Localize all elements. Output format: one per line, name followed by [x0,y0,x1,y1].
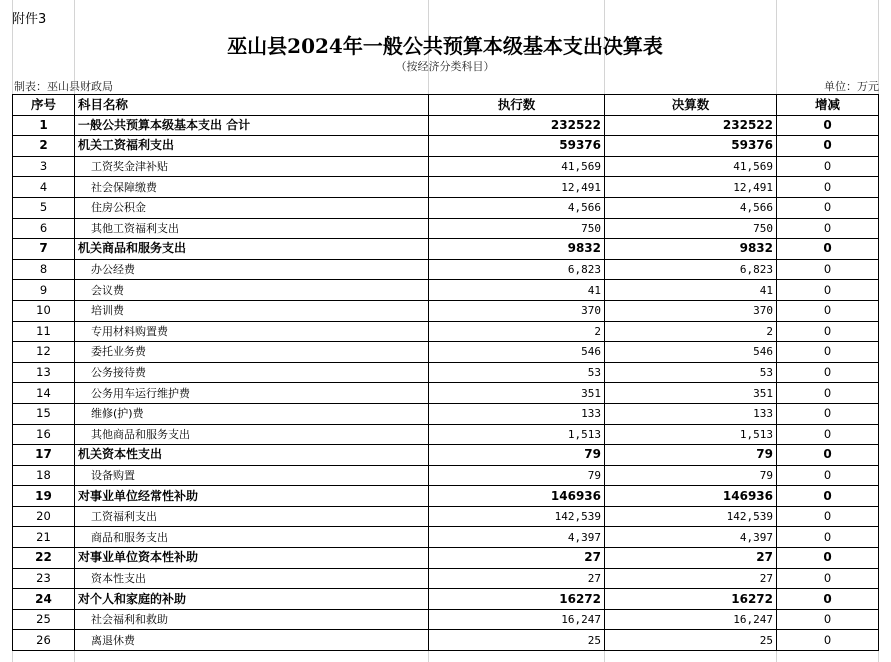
row-item-name: 资本性支出 [75,568,429,589]
table-row [13,506,879,527]
table-row [13,362,879,383]
row-serial-number: 8 [13,259,75,280]
row-item-name: 培训费 [75,300,429,321]
table-row [13,115,879,136]
row-final-amount: 27 [605,548,777,569]
row-change: 0 [777,321,879,342]
row-change: 0 [777,486,879,507]
row-change: 0 [777,589,879,610]
row-final-amount: 16272 [605,589,777,610]
table-row [13,424,879,445]
row-item-name: 设备购置 [75,465,429,486]
row-final-amount: 1,513 [605,424,777,445]
row-executed-amount: 53 [429,362,605,383]
row-serial-number: 1 [13,115,75,136]
row-change: 0 [777,609,879,630]
row-change: 0 [777,197,879,218]
row-final-amount: 232522 [605,115,777,136]
table-row [13,177,879,198]
row-change: 0 [777,239,879,260]
row-change: 0 [777,527,879,548]
row-change: 0 [777,403,879,424]
report-subtitle: （按经济分类科目） [395,60,495,73]
row-final-amount: 25 [605,630,777,651]
row-serial-number: 14 [13,383,75,404]
row-change: 0 [777,362,879,383]
row-executed-amount: 16272 [429,589,605,610]
row-change: 0 [777,115,879,136]
table-row [13,259,879,280]
row-item-name: 会议费 [75,280,429,301]
row-change: 0 [777,568,879,589]
row-final-amount: 79 [605,465,777,486]
row-final-amount: 142,539 [605,506,777,527]
row-serial-number: 4 [13,177,75,198]
row-final-amount: 4,566 [605,197,777,218]
row-final-amount: 146936 [605,486,777,507]
row-item-name: 社会福利和救助 [75,609,429,630]
row-serial-number: 9 [13,280,75,301]
table-row [13,156,879,177]
row-item-name: 公务接待费 [75,362,429,383]
row-change: 0 [777,218,879,239]
table-row [13,300,879,321]
row-item-name: 其他工资福利支出 [75,218,429,239]
row-executed-amount: 27 [429,548,605,569]
row-final-amount: 27 [605,568,777,589]
row-serial-number: 13 [13,362,75,383]
table-row [13,527,879,548]
row-final-amount: 133 [605,403,777,424]
row-executed-amount: 351 [429,383,605,404]
table-row [13,239,879,260]
row-executed-amount: 27 [429,568,605,589]
table-row [13,136,879,157]
row-change: 0 [777,506,879,527]
row-final-amount: 9832 [605,239,777,260]
row-change: 0 [777,300,879,321]
row-item-name: 公务用车运行维护费 [75,383,429,404]
row-final-amount: 79 [605,445,777,466]
row-final-amount: 750 [605,218,777,239]
row-final-amount: 351 [605,383,777,404]
row-item-name: 商品和服务支出 [75,527,429,548]
row-executed-amount: 41 [429,280,605,301]
row-final-amount: 59376 [605,136,777,157]
row-executed-amount: 25 [429,630,605,651]
row-serial-number: 12 [13,342,75,363]
row-final-amount: 41 [605,280,777,301]
header-final-amount: 决算数 [605,95,777,116]
row-item-name: 维修(护)费 [75,403,429,424]
row-item-name: 工资奖金津补贴 [75,156,429,177]
row-serial-number: 23 [13,568,75,589]
row-executed-amount: 146936 [429,486,605,507]
row-final-amount: 6,823 [605,259,777,280]
row-serial-number: 21 [13,527,75,548]
row-change: 0 [777,445,879,466]
row-serial-number: 15 [13,403,75,424]
row-change: 0 [777,383,879,404]
row-item-name: 住房公积金 [75,197,429,218]
row-serial-number: 11 [13,321,75,342]
table-row [13,197,879,218]
row-item-name: 办公经费 [75,259,429,280]
row-serial-number: 3 [13,156,75,177]
row-final-amount: 2 [605,321,777,342]
row-item-name: 对事业单位资本性补助 [75,548,429,569]
table-row [13,321,879,342]
table-row [13,342,879,363]
table-row [13,630,879,651]
row-executed-amount: 546 [429,342,605,363]
row-executed-amount: 59376 [429,136,605,157]
row-final-amount: 53 [605,362,777,383]
row-final-amount: 370 [605,300,777,321]
row-executed-amount: 6,823 [429,259,605,280]
row-item-name: 社会保障缴费 [75,177,429,198]
row-serial-number: 25 [13,609,75,630]
row-item-name: 其他商品和服务支出 [75,424,429,445]
row-executed-amount: 750 [429,218,605,239]
row-serial-number: 18 [13,465,75,486]
row-change: 0 [777,280,879,301]
row-executed-amount: 370 [429,300,605,321]
table-row [13,609,879,630]
row-item-name: 委托业务费 [75,342,429,363]
row-serial-number: 16 [13,424,75,445]
row-final-amount: 16,247 [605,609,777,630]
row-change: 0 [777,465,879,486]
row-serial-number: 19 [13,486,75,507]
row-change: 0 [777,342,879,363]
row-final-amount: 12,491 [605,177,777,198]
row-item-name: 机关资本性支出 [75,445,429,466]
header-change: 增减 [777,95,879,116]
row-serial-number: 2 [13,136,75,157]
row-serial-number: 7 [13,239,75,260]
row-change: 0 [777,424,879,445]
row-final-amount: 546 [605,342,777,363]
row-executed-amount: 2 [429,321,605,342]
row-item-name: 离退休费 [75,630,429,651]
row-item-name: 一般公共预算本级基本支出 合计 [75,115,429,136]
row-executed-amount: 4,397 [429,527,605,548]
row-item-name: 专用材料购置费 [75,321,429,342]
row-item-name: 工资福利支出 [75,506,429,527]
row-executed-amount: 142,539 [429,506,605,527]
row-executed-amount: 4,566 [429,197,605,218]
row-serial-number: 6 [13,218,75,239]
table-header-row [13,95,879,116]
table-row [13,465,879,486]
table-row [13,486,879,507]
row-final-amount: 41,569 [605,156,777,177]
header-item-name: 科目名称 [75,95,429,116]
table-body [13,115,879,650]
row-serial-number: 22 [13,548,75,569]
row-item-name: 对事业单位经常性补助 [75,486,429,507]
row-change: 0 [777,548,879,569]
row-executed-amount: 133 [429,403,605,424]
table-row [13,589,879,610]
row-change: 0 [777,156,879,177]
row-executed-amount: 79 [429,465,605,486]
report-unit: 单位：万元 [824,80,879,93]
row-executed-amount: 12,491 [429,177,605,198]
row-serial-number: 5 [13,197,75,218]
row-item-name: 机关工资福利支出 [75,136,429,157]
row-item-name: 机关商品和服务支出 [75,239,429,260]
table-row [13,445,879,466]
row-item-name: 对个人和家庭的补助 [75,589,429,610]
row-executed-amount: 16,247 [429,609,605,630]
row-change: 0 [777,136,879,157]
row-executed-amount: 9832 [429,239,605,260]
table-row [13,403,879,424]
expenditure-table [12,94,879,651]
row-serial-number: 10 [13,300,75,321]
row-serial-number: 26 [13,630,75,651]
row-serial-number: 17 [13,445,75,466]
table-row [13,548,879,569]
row-change: 0 [777,177,879,198]
table-row [13,383,879,404]
row-serial-number: 24 [13,589,75,610]
header-executed-amount: 执行数 [429,95,605,116]
row-serial-number: 20 [13,506,75,527]
attachment-label: 附件3 [12,12,47,27]
row-executed-amount: 41,569 [429,156,605,177]
header-serial-number: 序号 [13,95,75,116]
table-row [13,568,879,589]
row-executed-amount: 232522 [429,115,605,136]
row-executed-amount: 1,513 [429,424,605,445]
row-executed-amount: 79 [429,445,605,466]
table-row [13,218,879,239]
report-title: 巫山县2024年一般公共预算本级基本支出决算表 [227,34,663,58]
report-maker: 制表：巫山县财政局 [14,80,113,93]
row-change: 0 [777,259,879,280]
row-final-amount: 4,397 [605,527,777,548]
table-row [13,280,879,301]
row-change: 0 [777,630,879,651]
